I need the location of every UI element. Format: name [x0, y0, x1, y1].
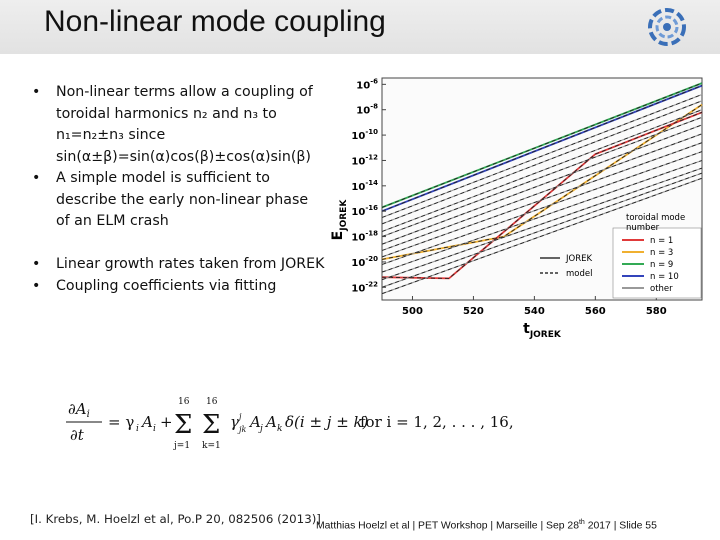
svg-text:k: k: [277, 424, 283, 434]
y-tick-layer: [351, 77, 386, 294]
y-tick-label: $10^{-6}$: [356, 77, 378, 92]
legend-title-line1: toroidal mode: [626, 213, 686, 223]
bullet-item: • Linear growth rates taken from JOREK: [30, 254, 325, 276]
legend-label: n = 9: [650, 260, 674, 270]
energy-growth-chart: [330, 70, 710, 350]
slide-title: Non-linear mode coupling: [44, 5, 386, 38]
svg-text:γ: γ: [230, 413, 239, 431]
x-tick-label: 540: [523, 306, 545, 317]
svg-text:jk: jk: [239, 425, 247, 434]
svg-text:16: 16: [206, 397, 218, 407]
svg-text:= γ: = γ: [108, 413, 135, 431]
svg-text:16: 16: [178, 397, 190, 407]
bullet-list-2: [30, 254, 325, 297]
svg-text:for i = 1, 2, . . . , 16,: for i = 1, 2, . . . , 16,: [360, 413, 514, 431]
slide-footer: Matthias Hoelzl et al | PET Workshop | Marseille | Sep 28th 2017 | Slide 55: [316, 519, 657, 532]
y-tick-label: $10^{-8}$: [356, 102, 378, 117]
svg-text:A: A: [250, 413, 261, 431]
y-tick-label: $10^{-16}$: [351, 204, 378, 219]
legend-label: other: [650, 284, 673, 294]
y-tick-label: $10^{-12}$: [351, 153, 378, 168]
legend-title-line2: number: [626, 223, 660, 233]
legend-label: n = 10: [650, 272, 679, 282]
bullet-item: • Non-linear terms allow a coupling of toroidal harmonics n₂ and n₃ to n₁=n₂±n₃ since sin(α±β)=sin(α)cos(β)±cos(α)sin(β): [30, 82, 325, 168]
svg-text:δ(i ± j ± k): δ(i ± j ± k): [285, 413, 369, 431]
legend-label: n = 1: [650, 236, 674, 246]
legend-label: n = 3: [650, 248, 674, 258]
bullet-item: • A simple model is sufficient to describe the early non-linear phase of an ELM crash: [30, 168, 325, 233]
svg-text:j=1: j=1: [174, 441, 191, 451]
svg-text:+: +: [160, 413, 173, 431]
y-tick-label: $10^{-14}$: [351, 178, 378, 193]
legend-jorek-label: JOREK: [566, 254, 593, 264]
svg-text:k=1: k=1: [202, 441, 221, 451]
svg-text:i: i: [136, 424, 139, 434]
x-tick-label: 580: [645, 306, 667, 317]
svg-text:j: j: [239, 412, 242, 421]
y-tick-label: $10^{-22}$: [351, 280, 378, 295]
title-bar: [0, 0, 720, 54]
y-tick-label: $10^{-20}$: [351, 254, 378, 269]
svg-text:Σ: Σ: [202, 410, 221, 440]
x-axis-label: $t_{JOREK}$: [523, 321, 561, 340]
svg-text:∂t: ∂t: [70, 426, 84, 444]
bullet-list-1: [30, 82, 325, 233]
svg-text:A: A: [142, 413, 153, 431]
y-axis-label: $E_{JOREK}$: [330, 199, 349, 241]
x-tick-label: 500: [402, 306, 423, 317]
svg-text:j: j: [260, 424, 263, 434]
svg-text:A: A: [266, 413, 277, 431]
reference-citation: [I. Krebs, M. Hoelzl et al, Po.P 20, 082506 (2013)]: [30, 512, 321, 526]
y-tick-label: $10^{-18}$: [351, 229, 378, 244]
svg-text:∂Ai: $\partial A_i$: [68, 400, 90, 420]
svg-text:Σ: Σ: [174, 410, 193, 440]
svg-text:i: i: [153, 424, 156, 434]
y-tick-label: $10^{-10}$: [351, 128, 378, 143]
bullet-item: • Coupling coefficients via fitting: [30, 276, 325, 298]
institute-logo-icon: [646, 6, 688, 48]
x-tick-label: 520: [462, 306, 484, 317]
x-tick-label: 560: [584, 306, 606, 317]
legend-model-label: model: [566, 269, 593, 279]
coupling-equation: [60, 388, 520, 462]
